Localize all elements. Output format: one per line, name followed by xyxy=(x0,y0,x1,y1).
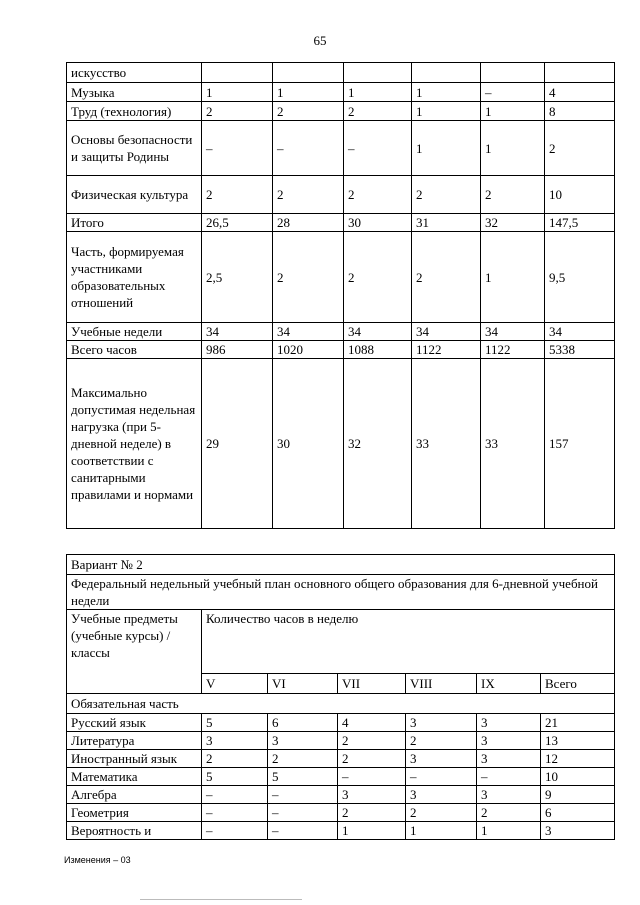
hours-cell: 28 xyxy=(273,214,344,232)
hours-cell: 1122 xyxy=(412,341,481,359)
hours-cell: 3 xyxy=(406,714,477,732)
hours-cell: 2 xyxy=(202,750,268,768)
footer-note: Изменения – 03 xyxy=(64,855,131,865)
hours-cell: – xyxy=(202,121,273,176)
hours-cell: 2 xyxy=(273,102,344,121)
table-row xyxy=(67,176,615,214)
row-label: Учебные недели xyxy=(67,323,202,341)
table-row xyxy=(67,732,615,750)
hours-cell: 1 xyxy=(412,102,481,121)
hours-cell: 34 xyxy=(344,323,412,341)
hours-cell: 3 xyxy=(338,786,406,804)
hours-cell: 34 xyxy=(412,323,481,341)
hours-cell: 147,5 xyxy=(545,214,615,232)
hours-cell: 21 xyxy=(541,714,615,732)
hours-cell: 2 xyxy=(202,102,273,121)
hours-cell: 2 xyxy=(273,232,344,323)
row-label: Всего часов xyxy=(67,341,202,359)
hours-cell: 9 xyxy=(541,786,615,804)
hours-cell: 10 xyxy=(541,768,615,786)
hours-cell xyxy=(344,63,412,83)
grade-header: VII xyxy=(338,674,406,694)
hours-cell: 31 xyxy=(412,214,481,232)
hours-cell: – xyxy=(273,121,344,176)
curriculum-table-variant-2 xyxy=(66,554,615,840)
hours-cell: 3 xyxy=(202,732,268,750)
hours-cell xyxy=(412,63,481,83)
hours-cell: 2 xyxy=(412,232,481,323)
hours-cell: 3 xyxy=(477,714,541,732)
plan-title: Федеральный недельный учебный план основного общего образования для 6-дневной учебной недели xyxy=(67,575,615,610)
hours-cell: – xyxy=(338,768,406,786)
row-label: Музыка xyxy=(67,83,202,102)
table-row xyxy=(67,214,615,232)
hours-cell: 157 xyxy=(545,359,615,529)
table-row xyxy=(67,804,615,822)
subject-label: Иностранный язык xyxy=(67,750,202,768)
hours-cell: 12 xyxy=(541,750,615,768)
table-row xyxy=(67,822,615,840)
hours-cell: 34 xyxy=(202,323,273,341)
hours-cell: 5338 xyxy=(545,341,615,359)
curriculum-table-variant-1 xyxy=(66,62,615,529)
hours-cell: 1 xyxy=(481,121,545,176)
hours-cell: 26,5 xyxy=(202,214,273,232)
hours-cell: – xyxy=(268,786,338,804)
hours-cell: 34 xyxy=(545,323,615,341)
hours-cell: 2 xyxy=(406,732,477,750)
hours-cell: 1020 xyxy=(273,341,344,359)
row-label: Основы безопасности и защиты Родины xyxy=(67,121,202,176)
grade-header: V xyxy=(202,674,268,694)
hours-cell: 2 xyxy=(344,176,412,214)
hours-cell: 1 xyxy=(481,232,545,323)
hours-cell: 34 xyxy=(481,323,545,341)
table-row xyxy=(67,786,615,804)
hours-header: Количество часов в неделю xyxy=(202,610,615,674)
hours-cell: 1 xyxy=(273,83,344,102)
hours-cell: 9,5 xyxy=(545,232,615,323)
hours-cell: 6 xyxy=(541,804,615,822)
table-row xyxy=(67,768,615,786)
hours-cell: 1122 xyxy=(481,341,545,359)
hours-cell: 2 xyxy=(344,232,412,323)
hours-cell: 3 xyxy=(268,732,338,750)
hours-cell: 2 xyxy=(406,804,477,822)
hours-cell: – xyxy=(268,822,338,840)
hours-cell: 1 xyxy=(412,83,481,102)
hours-cell: 1 xyxy=(412,121,481,176)
hours-cell xyxy=(545,63,615,83)
subject-label: Математика xyxy=(67,768,202,786)
hours-cell: 2,5 xyxy=(202,232,273,323)
table-row xyxy=(67,323,615,341)
table-row xyxy=(67,63,615,83)
hours-cell xyxy=(481,63,545,83)
hours-cell: 33 xyxy=(412,359,481,529)
hours-cell: 3 xyxy=(477,732,541,750)
hours-cell: 1088 xyxy=(344,341,412,359)
hours-cell: 8 xyxy=(545,102,615,121)
hours-cell: 2 xyxy=(268,750,338,768)
subject-label: Алгебра xyxy=(67,786,202,804)
grade-header: IX xyxy=(477,674,541,694)
row-label: Физическая культура xyxy=(67,176,202,214)
table-row xyxy=(67,714,615,732)
row-label: Часть, формируемая участниками образовательных отношений xyxy=(67,232,202,323)
hours-cell: 5 xyxy=(202,714,268,732)
subject-label: Русский язык xyxy=(67,714,202,732)
table-row xyxy=(67,102,615,121)
hours-cell: – xyxy=(344,121,412,176)
table-row xyxy=(67,232,615,323)
table-row xyxy=(67,121,615,176)
hours-cell: – xyxy=(202,804,268,822)
hours-cell: – xyxy=(481,83,545,102)
hours-cell: 2 xyxy=(338,804,406,822)
hours-cell: 3 xyxy=(406,750,477,768)
hours-cell: 1 xyxy=(481,102,545,121)
hours-cell: 32 xyxy=(481,214,545,232)
hours-cell: 34 xyxy=(273,323,344,341)
section-heading: Обязательная часть xyxy=(67,694,615,714)
hours-cell: 2 xyxy=(477,804,541,822)
hours-cell: 4 xyxy=(545,83,615,102)
hours-cell: 5 xyxy=(202,768,268,786)
hours-cell: 2 xyxy=(202,176,273,214)
hours-cell: 5 xyxy=(268,768,338,786)
grade-header: Всего xyxy=(541,674,615,694)
hours-cell: 1 xyxy=(344,83,412,102)
hours-cell: 4 xyxy=(338,714,406,732)
hours-cell: 2 xyxy=(545,121,615,176)
hours-cell: 3 xyxy=(406,786,477,804)
table-row xyxy=(67,359,615,529)
scan-edge-line xyxy=(140,899,302,900)
hours-cell: 2 xyxy=(481,176,545,214)
hours-cell: 3 xyxy=(541,822,615,840)
hours-cell: – xyxy=(268,804,338,822)
hours-cell: 1 xyxy=(406,822,477,840)
hours-cell: 986 xyxy=(202,341,273,359)
hours-cell: 32 xyxy=(344,359,412,529)
hours-cell: 1 xyxy=(338,822,406,840)
subject-label: Геометрия xyxy=(67,804,202,822)
hours-cell: 2 xyxy=(338,750,406,768)
hours-cell: 33 xyxy=(481,359,545,529)
subject-label: Литература xyxy=(67,732,202,750)
hours-cell: 10 xyxy=(545,176,615,214)
hours-cell: 3 xyxy=(477,786,541,804)
page-number: 65 xyxy=(313,33,327,48)
hours-cell xyxy=(273,63,344,83)
hours-cell xyxy=(202,63,273,83)
grade-header: VIII xyxy=(406,674,477,694)
hours-cell: 13 xyxy=(541,732,615,750)
table-row xyxy=(67,750,615,768)
hours-cell: 2 xyxy=(338,732,406,750)
hours-cell: 1 xyxy=(202,83,273,102)
grade-header: VI xyxy=(268,674,338,694)
hours-cell: 30 xyxy=(344,214,412,232)
hours-cell: 3 xyxy=(477,750,541,768)
hours-cell: 30 xyxy=(273,359,344,529)
subject-label: Вероятность и xyxy=(67,822,202,840)
row-label: искусство xyxy=(67,63,202,83)
hours-cell: 29 xyxy=(202,359,273,529)
row-label: Максимально допустимая недельная нагрузка (при 5-дневной неделе) в соответствии с санитарными правилами и нормами xyxy=(67,359,202,529)
table-row xyxy=(67,83,615,102)
hours-cell: – xyxy=(202,822,268,840)
table-row xyxy=(67,341,615,359)
hours-cell: 1 xyxy=(477,822,541,840)
row-label: Итого xyxy=(67,214,202,232)
hours-cell: 2 xyxy=(273,176,344,214)
hours-cell: 2 xyxy=(344,102,412,121)
hours-cell: – xyxy=(202,786,268,804)
hours-cell: 6 xyxy=(268,714,338,732)
hours-cell: – xyxy=(406,768,477,786)
hours-cell: – xyxy=(477,768,541,786)
subjects-header: Учебные предметы (учебные курсы) / классы xyxy=(67,610,202,694)
row-label: Труд (технология) xyxy=(67,102,202,121)
hours-cell: 2 xyxy=(412,176,481,214)
variant-heading: Вариант № 2 xyxy=(67,555,615,575)
